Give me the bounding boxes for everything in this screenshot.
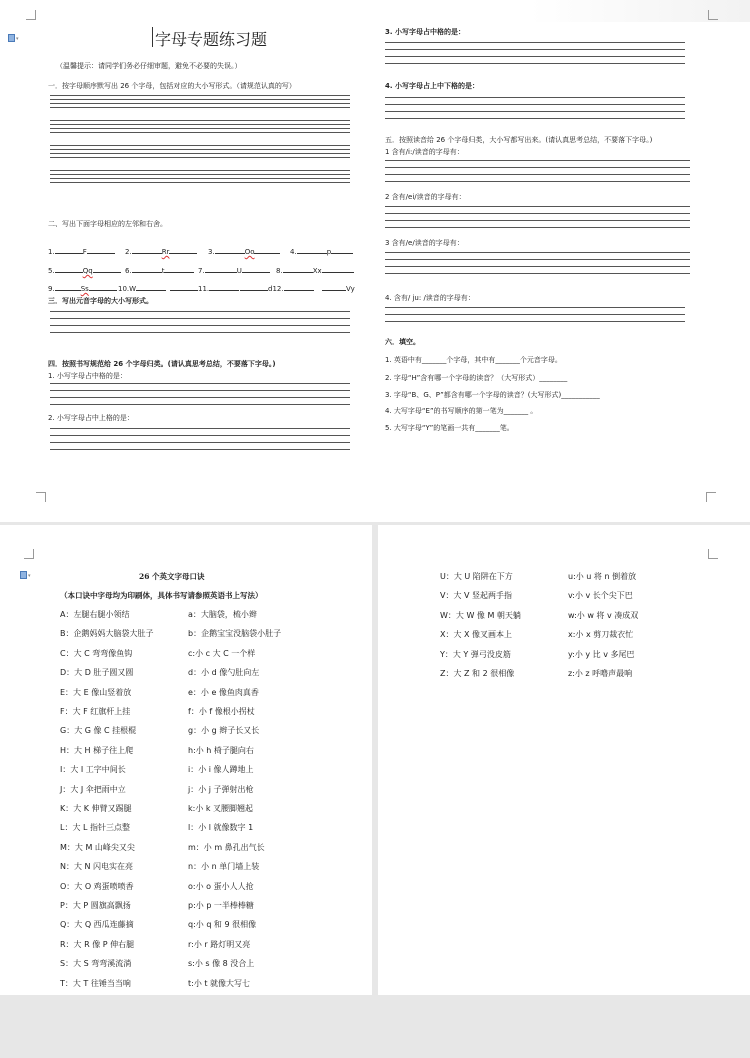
- crop-mark: [26, 10, 36, 20]
- rhyme-lowercase: n：小 n 单门墙上装: [188, 862, 260, 872]
- rhyme-uppercase: N：大 N 闪电实在亮: [60, 862, 134, 872]
- rhyme-lowercase: p:小 p 一半棒棒糖: [188, 901, 254, 910]
- rhyme-uppercase: F：大 F 红旗杆上挂: [60, 707, 131, 716]
- rhyme-uppercase: I：大 I 工字中间长: [60, 765, 126, 775]
- rhyme-lowercase: f：小 f 像根小拐杖: [188, 707, 255, 716]
- rhyme-lowercase: v:小 v 长个尖下巴: [568, 591, 633, 601]
- writing-lines-q4-2: [50, 428, 350, 453]
- neighbor-item: 5. Qq: [48, 265, 121, 275]
- question-4-2: 2. 小写字母占中上格的是：: [48, 414, 134, 422]
- rhyme-lowercase: h:小 h 椅子腿向右: [188, 745, 254, 755]
- fill-item: 3. 字母“B、G、P”都含有哪一个字母的读音？(大写形式)___________: [385, 391, 600, 399]
- rhyme-uppercase: G：大 G 像 C 挂根棍: [60, 726, 137, 736]
- question-4-4: 4. 小写字母占上中下格的是：: [385, 82, 479, 90]
- rhyme-lowercase: e：小 e 像鱼肉真香: [188, 687, 259, 697]
- crop-mark: [706, 492, 716, 502]
- rhyme-lowercase: k:小 k 叉腰脚翘起: [188, 804, 254, 813]
- rhyme-lowercase: c:小 c 大 C 一个样: [188, 648, 256, 658]
- crop-mark: [24, 549, 34, 559]
- rhyme-uppercase: K：大 K 伸臂又踢腿: [60, 804, 132, 813]
- rhyme-lowercase: w:小 w 将 v 凑成双: [568, 610, 639, 620]
- rhyme-uppercase: M：大 M 山峰尖又尖: [60, 842, 135, 852]
- rhyme-uppercase: W：大 W 像 M 朝天躺: [440, 610, 521, 620]
- rhyme-lowercase: j：小 j 子弹射出枪: [188, 784, 254, 794]
- rhyme-uppercase: Q：大 Q 西瓜连藤摘: [60, 920, 134, 930]
- neighbor-item: 4. p: [290, 246, 353, 256]
- rhyme-lowercase: r:小 r 路灯明又亮: [188, 939, 251, 949]
- worksheet-page: [0, 0, 750, 522]
- rhyme-lowercase: b：企鹅宝宝没脑袋小肚子: [188, 629, 282, 639]
- writing-lines-q4-1: [50, 383, 350, 408]
- rhyme-lowercase: a：大脑袋，梳小辫: [188, 610, 257, 619]
- rhyme-uppercase: P：大 P 圆旗高飘扬: [60, 901, 131, 910]
- rhyme-uppercase: E：大 E 像山竖着放: [60, 687, 132, 697]
- neighbor-item: 3. Oo: [208, 246, 280, 256]
- writing-lines-q5-1: [385, 160, 690, 185]
- neighbor-item: 11.: [170, 283, 239, 293]
- question-5-2: 2 含有/ei/读音的字母有：: [385, 193, 466, 201]
- rhyme-lowercase: u:小 u 将 n 倒着放: [568, 572, 637, 581]
- rhyme-lowercase: z:小 z 呼噜声最响: [568, 669, 633, 678]
- text-cursor: [152, 27, 153, 47]
- rhyme-lowercase: t:小 t 就像大写七: [188, 978, 251, 988]
- rhyme-note: （本口诀中字母均为印刷体，具体书写请参照英语书上写法）: [60, 591, 263, 600]
- writing-lines-q4-3: [385, 42, 685, 67]
- fill-item: 4. 大写字母“E”的书写顺序的第一笔为_______ 。: [385, 407, 538, 415]
- doc-title: 字母专题练习题: [155, 30, 268, 49]
- question-5-1: 1 含有/i:/读音的字母有：: [385, 148, 464, 156]
- question-4-3: 3. 小写字母占中格的是：: [385, 28, 465, 36]
- rhyme-lowercase: y:小 y 比 v 多尾巴: [568, 649, 635, 659]
- rhyme-uppercase: X：大 X 像叉画本上: [440, 630, 513, 640]
- question-5-4: 4. 含有/ ju: /读音的字母有：: [385, 294, 475, 302]
- rhyme-uppercase: C：大 C 弯弯像鱼钩: [60, 648, 133, 658]
- neighbor-item: 1. F: [48, 246, 115, 256]
- question-1: 一．按字母顺序默写出 26 个字母，包括对应的大小写形式。（请规范认真的写）: [48, 82, 296, 90]
- document-icon[interactable]: ▾: [20, 570, 30, 580]
- rhyme-uppercase: B：企鹅妈妈大脑袋大肚子: [60, 629, 154, 639]
- question-2: 二、写出下面字母相应的左邻和右舍。: [48, 220, 167, 228]
- neighbor-item: 2. Rr: [125, 246, 197, 256]
- rhyme-uppercase: Z：大 Z 和 2 很相像: [440, 669, 515, 678]
- writing-lines-q5-2: [385, 206, 690, 231]
- rhyme-page-right: [378, 525, 750, 995]
- rhyme-uppercase: T：大 T 往锤当当响: [60, 978, 131, 988]
- question-5: 五．按照读音给 26 个字母归类，大小写都写出来。(请认真思考总结，不要落下字母。): [385, 136, 653, 144]
- fill-item: 2. 字母“H”含有哪一个字母的读音？（大写形式）________: [385, 374, 568, 382]
- rhyme-lowercase: d：小 d 像勺肚向左: [188, 668, 260, 678]
- question-5-3: 3 含有/e/读音的字母有：: [385, 239, 464, 247]
- rhyme-lowercase: g：小 g 辫子长又长: [188, 726, 260, 736]
- crop-mark: [708, 10, 718, 20]
- neighbor-item: 10.W: [118, 283, 166, 293]
- rhyme-title: 26 个英文字母口诀: [139, 572, 205, 581]
- writing-lines-q5-3: [385, 252, 690, 277]
- neighbor-item: d12.: [240, 283, 314, 293]
- rhyme-uppercase: H：大 H 梯子往上爬: [60, 745, 134, 755]
- neighbor-item: Vy: [322, 283, 355, 293]
- tip-text: （温馨提示：请同学们务必仔细审题，避免不必要的失误。）: [56, 62, 242, 70]
- rhyme-uppercase: L：大 L 指针三点整: [60, 823, 130, 833]
- writing-lines-q4-4: [385, 97, 685, 122]
- fill-item: 1. 英语中有_______个字母，其中有_______个元音字母。: [385, 356, 562, 364]
- question-4-1: 1. 小写字母占中格的是：: [48, 372, 127, 380]
- rhyme-lowercase: i：小 i 像人蹲地上: [188, 765, 254, 775]
- rhyme-lowercase: q:小 q 和 9 很相像: [188, 920, 257, 930]
- rhyme-uppercase: V：大 V 竖起两手指: [440, 591, 513, 601]
- neighbor-item: 8. Xx: [276, 265, 354, 275]
- writing-lines-q3: [50, 311, 350, 336]
- fill-item: 5. 大写字母“Y”的笔画一共有_______笔。: [385, 424, 514, 432]
- question-4: 四．按照书写规范给 26 个字母归类。(请认真思考总结，不要落下字母。): [48, 360, 276, 368]
- writing-lines-q5-4: [385, 307, 685, 325]
- rhyme-lowercase: x:小 x 剪刀裁衣忙: [568, 630, 634, 640]
- neighbor-item: 7. U: [198, 265, 270, 275]
- crop-mark: [708, 549, 718, 559]
- rhyme-uppercase: R：大 R 像 P 伸右腿: [60, 939, 135, 949]
- rhyme-page-left: [0, 525, 372, 995]
- rhyme-uppercase: D：大 D 肚子圆又圆: [60, 668, 134, 678]
- question-6: 六．填空。: [385, 338, 420, 346]
- rhyme-lowercase: m：小 m 鼻孔出气长: [188, 842, 265, 852]
- document-icon[interactable]: ▾: [8, 33, 18, 43]
- crop-mark: [36, 492, 46, 502]
- rhyme-lowercase: s:小 s 像 8 没合上: [188, 959, 255, 969]
- rhyme-uppercase: A：左腿右腿小领结: [60, 610, 130, 619]
- rhyme-uppercase: U：大 U 陷阱在下方: [440, 572, 513, 581]
- rhyme-uppercase: S：大 S 弯弯溪流淌: [60, 959, 132, 969]
- neighbor-item: 6. t: [125, 265, 194, 275]
- rhyme-uppercase: J：大 J 伞把雨中立: [60, 784, 126, 794]
- question-3: 三．写出元音字母的大小写形式。: [48, 297, 153, 305]
- rhyme-uppercase: Y：大 Y 弹弓没皮筋: [440, 649, 511, 659]
- rhyme-uppercase: O：大 O 鸡蛋喷喷香: [60, 881, 134, 891]
- neighbor-item: 9. Ss: [48, 283, 117, 293]
- rhyme-lowercase: o:小 o 蛋小人人抢: [188, 881, 254, 891]
- writing-lines-q1: [50, 95, 350, 186]
- rhyme-lowercase: l：小 l 就像数字 1: [188, 823, 254, 833]
